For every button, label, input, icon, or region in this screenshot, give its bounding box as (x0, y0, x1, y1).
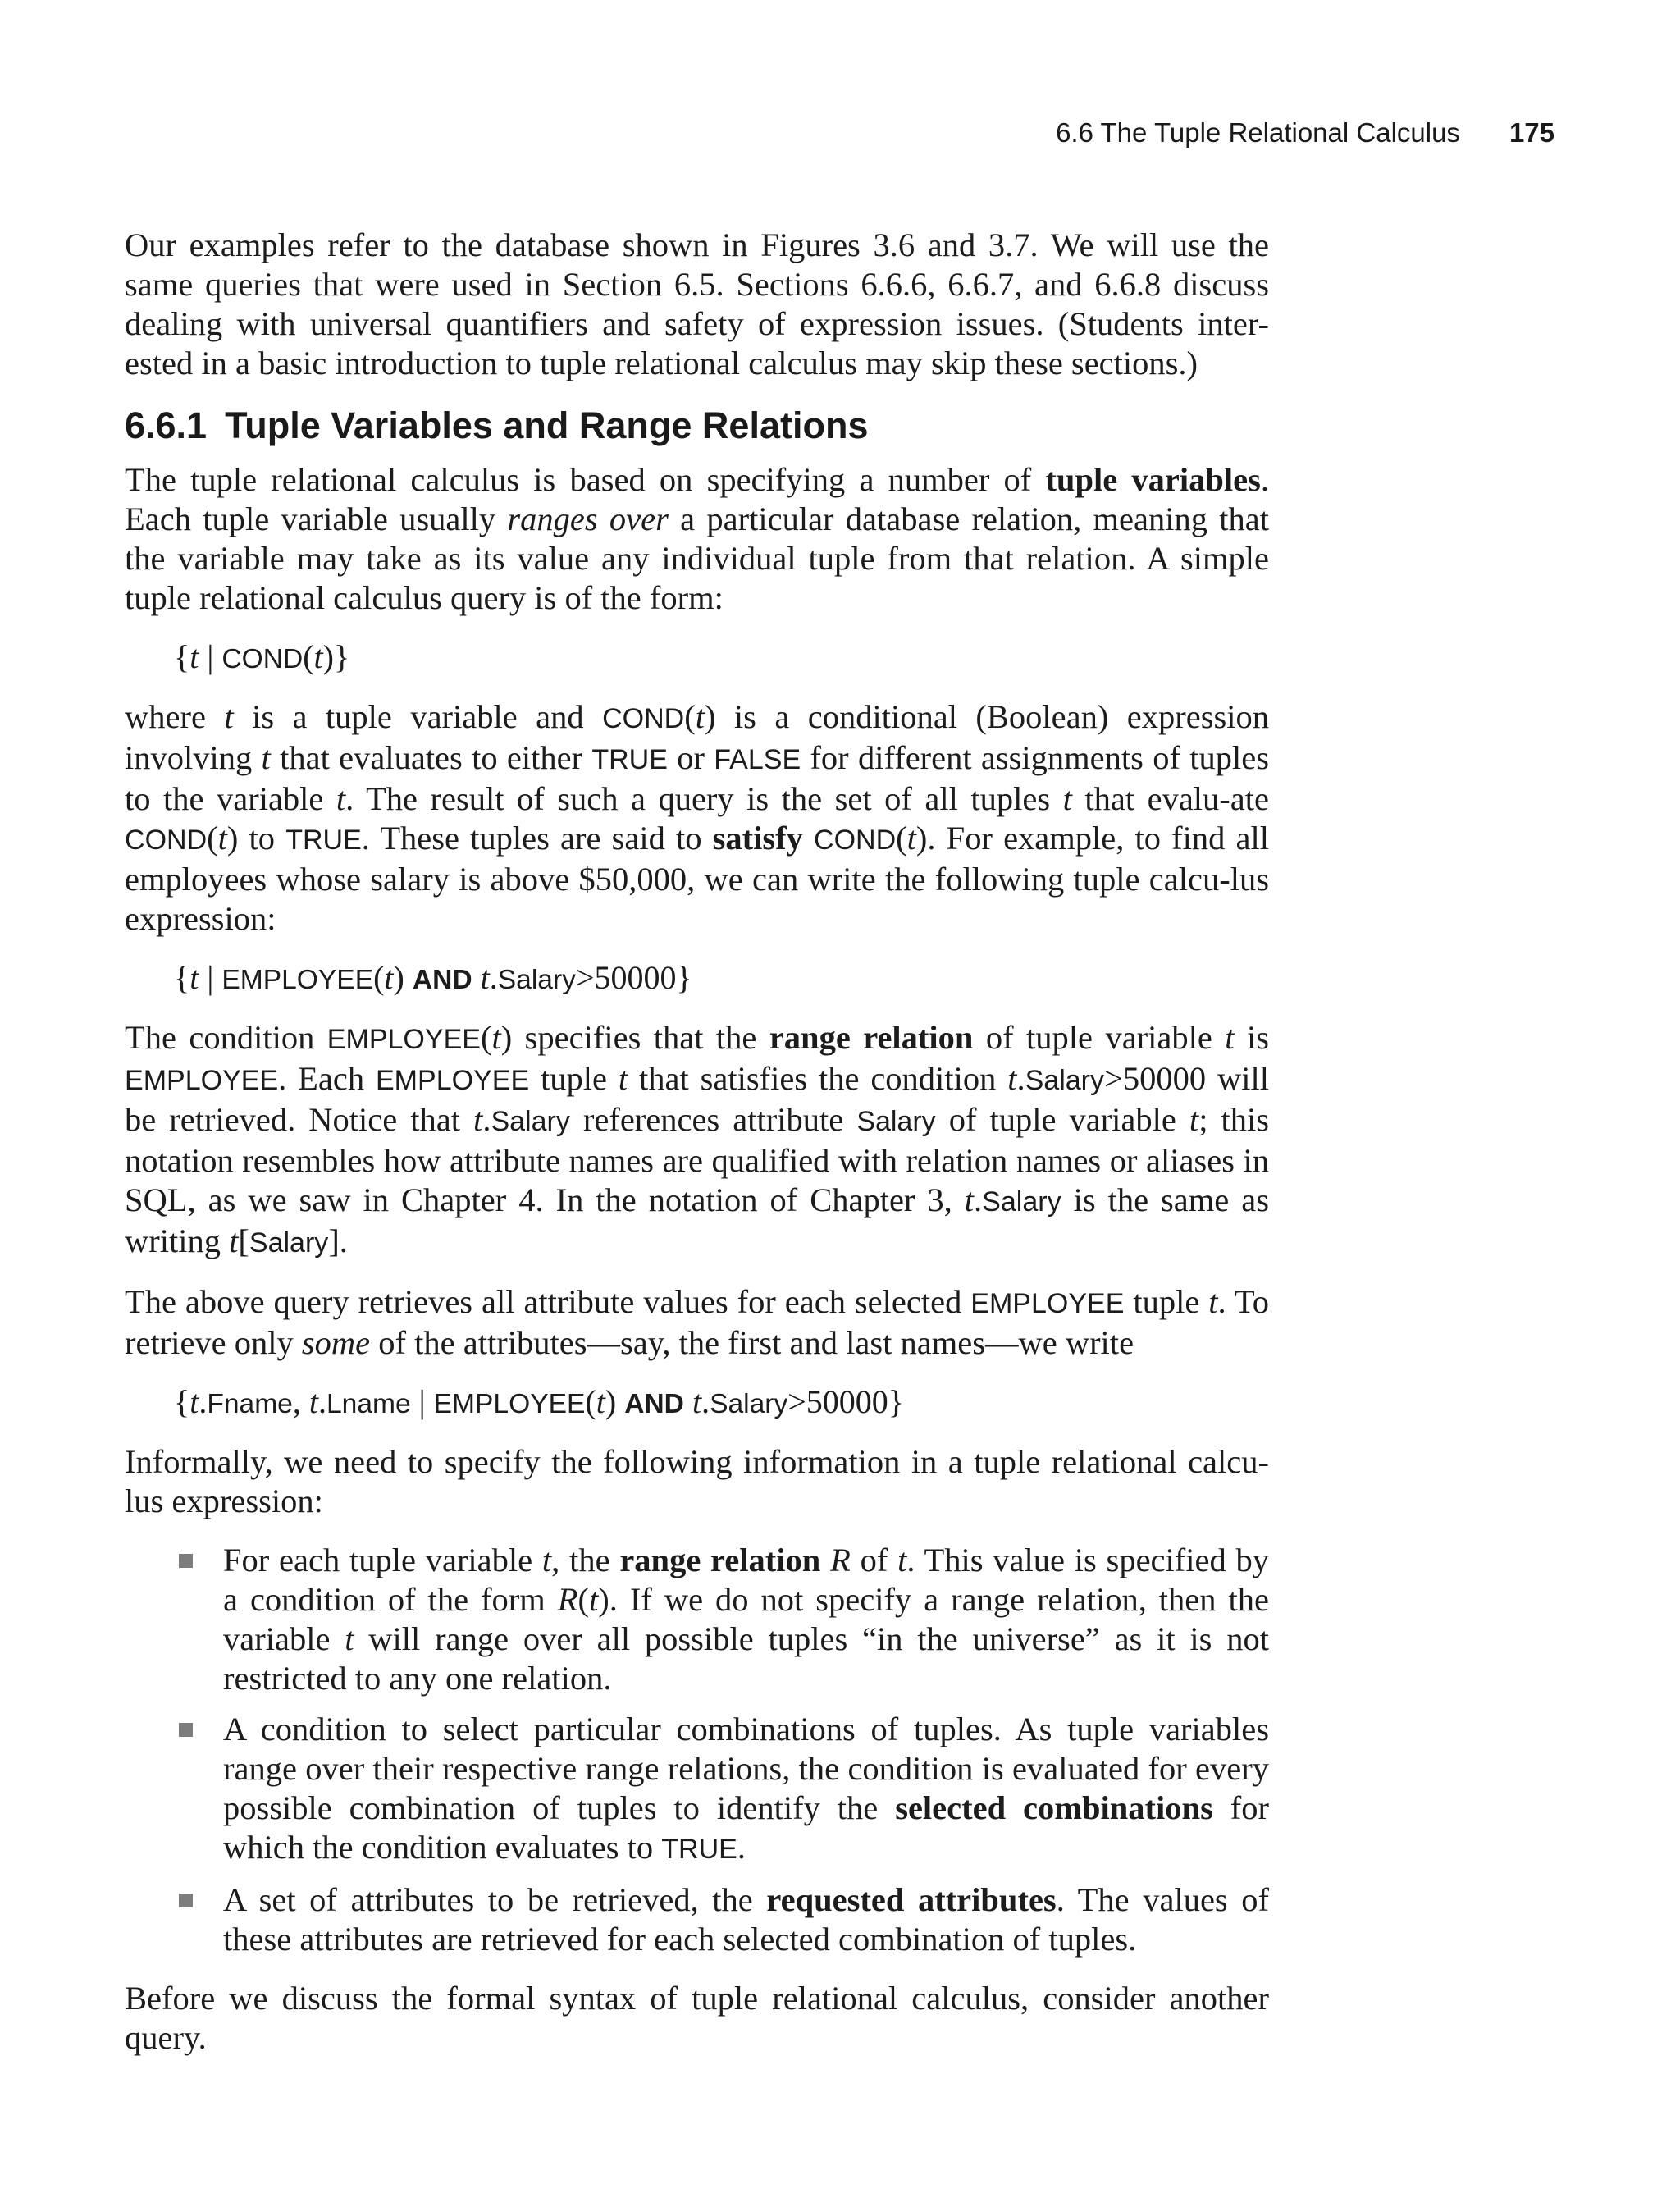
term-tuple-variables: tuple variables (1045, 461, 1261, 498)
paragraph-tuple-variables: The tuple relational calculus is based on specifying a number of tuple variables. Each tuple variable usually ranges over a particular database relation, meaning that the variable may take as its value any individual tuple from that relation. A simple tuple relational calculus query is of the form: (125, 461, 1269, 616)
term-range-relation: range relation (769, 1019, 974, 1056)
term-satisfy: satisfy (712, 820, 803, 857)
list-item: A condition to select particular combinations of tuples. As tuple variables range over their respective range relations, the condition is evaluated for every possible combination of tuples to identify the selected combinations for which the condition evaluates to TRUE. (125, 1710, 1269, 1869)
square-bullet-icon (179, 1723, 193, 1737)
term-ranges-over: ranges over (507, 500, 669, 537)
section-title: Tuple Variables and Range Relations (225, 404, 869, 446)
formula-basic-query: {t | COND(t)} (174, 638, 350, 675)
page-number: 175 (1509, 117, 1554, 148)
paragraph-before-formal-syntax: Before we discuss the formal syntax of tuple relational calculus, consider another query. (125, 1980, 1269, 2056)
section-number: 6.6.1 (125, 404, 208, 446)
bullet-list (125, 1541, 1269, 1959)
square-bullet-icon (179, 1894, 193, 1907)
paragraph-informally: Informally, we need to specify the following information in a tuple relational calcu-lus expression: (125, 1443, 1269, 1519)
running-header (0, 117, 1554, 148)
formula-names-query: {t.Fname, t.Lname | EMPLOYEE(t) AND t.Salary>50000} (174, 1383, 905, 1420)
page-body (125, 226, 1269, 2077)
list-item: For each tuple variable t, the range relation R of t. This value is specified by a condition of the form R(t). If we do not specify a range relation, then the variable t will range over all possible tuples “in the universe” as it is not restricted to any one relation. (125, 1541, 1269, 1698)
formula-salary-query: {t | EMPLOYEE(t) AND t.Salary>50000} (174, 959, 692, 996)
list-item: A set of attributes to be retrieved, the requested attributes. The values of these attributes are retrieved for each selected combination of tuples. (125, 1880, 1269, 1959)
paragraph-some-attributes: The above query retrieves all attribute values for each selected EMPLOYEE tuple t. To retrieve only some of the attributes—say, the first and last names—we write (125, 1283, 1270, 1361)
paragraph-range-relation: The condition EMPLOYEE(t) specifies that the range relation of tuple variable t is EMPLOYEE. Each EMPLOYEE tuple t that satisfies the condition t.Salary>50000 will be retrieved. Notice that t.Salary references attribute Salary of tuple variable t; this notation resembles how attribute names are qualified with relation names or aliases in SQL, as we saw in Chapter 4. In the notation of Chapter 3, t.Salary is the same as writing t[Salary]. (125, 1019, 1269, 1259)
intro-paragraph: Our examples refer to the database shown in Figures 3.6 and 3.7. We will use the same queries that were used in Section 6.5. Sections 6.6.6, 6.6.7, and 6.6.8 discuss dealing with universal quantifiers and safety of expression issues. (Students inter-ested in a basic introduction to tuple relational calculus may skip these sections.) (125, 226, 1269, 381)
section-heading (125, 403, 1269, 449)
running-title: 6.6 The Tuple Relational Calculus (1056, 117, 1460, 148)
term-some: some (301, 1324, 371, 1361)
square-bullet-icon (179, 1554, 193, 1568)
paragraph-cond-explanation: where t is a tuple variable and COND(t) is a conditional (Boolean) expression involving t that evaluates to either TRUE or FALSE for different assignments of tuples to the variable t. The result of such a query is the set of all tuples t that evalu-ate COND(t) to TRUE. These tuples are said to satisfy COND(t). For example, to find all employees whose salary is above $50,000, we can write the following tuple calcu-lus expression: (125, 698, 1269, 937)
